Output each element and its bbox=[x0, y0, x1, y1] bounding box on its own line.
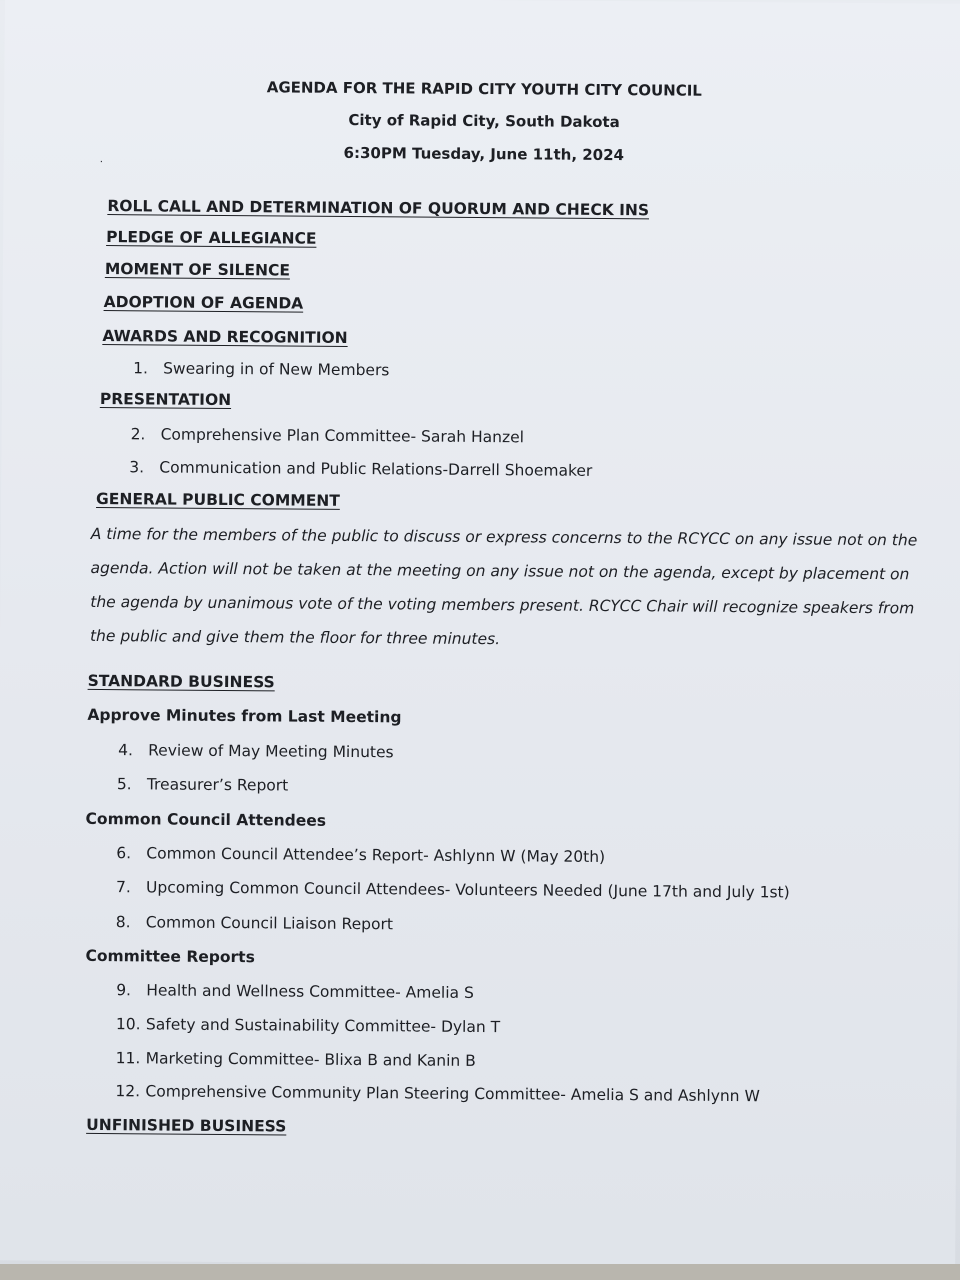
item-text: Common Council Attendee’s Report- Ashlynn W (May 20th) bbox=[146, 844, 606, 866]
section-moment-of-silence: MOMENT OF SILENCE bbox=[104, 260, 291, 280]
city-name: City of Rapid City, South Dakota bbox=[348, 110, 620, 132]
item-text: Communication and Public Relations-Darrell Shoemaker bbox=[159, 458, 593, 480]
item-number: 7. bbox=[115, 878, 131, 897]
item-text: Comprehensive Plan Committee- Sarah Hanzel bbox=[160, 425, 525, 447]
agenda-item-9 bbox=[116, 981, 474, 1002]
agenda-item-10 bbox=[116, 1015, 500, 1036]
item-text: Marketing Committee- Blixa B and Kanin B bbox=[145, 1049, 476, 1070]
item-text: Health and Wellness Committee- Amelia S bbox=[146, 981, 474, 1002]
paragraph-line: A time for the members of the public to discuss or express concerns to the RCYCC on any issue not on the bbox=[90, 524, 918, 550]
subsection-minutes: Approve Minutes from Last Meeting bbox=[87, 705, 402, 727]
subsection-common-council: Common Council Attendees bbox=[85, 809, 327, 830]
agenda-item-8 bbox=[116, 913, 393, 933]
desk-surface bbox=[0, 1264, 960, 1280]
paragraph-line: the agenda by unanimous vote of the voting members present. RCYCC Chair will recognize speakers from bbox=[90, 592, 915, 618]
item-text: Treasurer’s Report bbox=[146, 775, 289, 795]
agenda-item-4 bbox=[118, 741, 394, 761]
item-text: Common Council Liaison Report bbox=[145, 913, 394, 934]
meeting-datetime: 6:30PM Tuesday, June 11th, 2024 bbox=[343, 143, 625, 165]
item-number: 9. bbox=[116, 981, 132, 1000]
agenda-item-1 bbox=[133, 359, 389, 379]
section-presentation: PRESENTATION bbox=[99, 390, 232, 410]
agenda-item-3 bbox=[129, 458, 592, 480]
section-pledge: PLEDGE OF ALLEGIANCE bbox=[106, 228, 317, 248]
agenda-item-12 bbox=[115, 1082, 760, 1105]
item-number: 11. bbox=[115, 1049, 141, 1068]
section-roll-call: ROLL CALL AND DETERMINATION OF QUORUM AND CHECK INS bbox=[107, 197, 650, 220]
item-number: 10. bbox=[115, 1015, 141, 1034]
item-text: Review of May Meeting Minutes bbox=[148, 741, 394, 762]
section-public-comment: GENERAL PUBLIC COMMENT bbox=[96, 489, 340, 510]
section-standard-business: STANDARD BUSINESS bbox=[87, 671, 275, 692]
section-awards: AWARDS AND RECOGNITION bbox=[102, 327, 348, 347]
item-text: Swearing in of New Members bbox=[163, 359, 390, 380]
item-text: Upcoming Common Council Attendees- Volunteers Needed (June 17th and July 1st) bbox=[145, 878, 790, 902]
agenda-item-5 bbox=[117, 775, 289, 794]
agenda-item-7 bbox=[116, 878, 790, 901]
agenda-item-6 bbox=[116, 844, 605, 866]
item-text: Comprehensive Community Plan Steering Committee- Amelia S and Ashlynn W bbox=[145, 1082, 760, 1106]
item-number: 8. bbox=[115, 913, 131, 932]
item-number: 1. bbox=[133, 359, 148, 378]
subsection-committee-reports: Committee Reports bbox=[85, 946, 255, 967]
item-number: 12. bbox=[115, 1082, 141, 1101]
agenda-item-11 bbox=[116, 1049, 476, 1070]
section-adoption-of-agenda: ADOPTION OF AGENDA bbox=[103, 293, 304, 313]
item-number: 5. bbox=[116, 775, 132, 794]
agenda-title: AGENDA FOR THE RAPID CITY YOUTH CITY COUNCIL bbox=[266, 78, 702, 100]
item-number: 6. bbox=[116, 844, 132, 863]
item-number: 3. bbox=[129, 458, 145, 477]
item-text: Safety and Sustainability Committee- Dylan T bbox=[145, 1015, 501, 1037]
public-comment-paragraph bbox=[89, 517, 918, 659]
agenda-item-2 bbox=[131, 425, 525, 446]
section-unfinished-business: UNFINISHED BUSINESS bbox=[86, 1115, 287, 1136]
paragraph-line: agenda. Action will not be taken at the meeting on any issue not on the agenda, except by placement on bbox=[90, 558, 910, 584]
item-number: 2. bbox=[130, 425, 146, 444]
paragraph-line: the public and give them the floor for three minutes. bbox=[89, 626, 501, 649]
item-number: 4. bbox=[118, 741, 133, 760]
stray-mark: · bbox=[99, 156, 103, 169]
